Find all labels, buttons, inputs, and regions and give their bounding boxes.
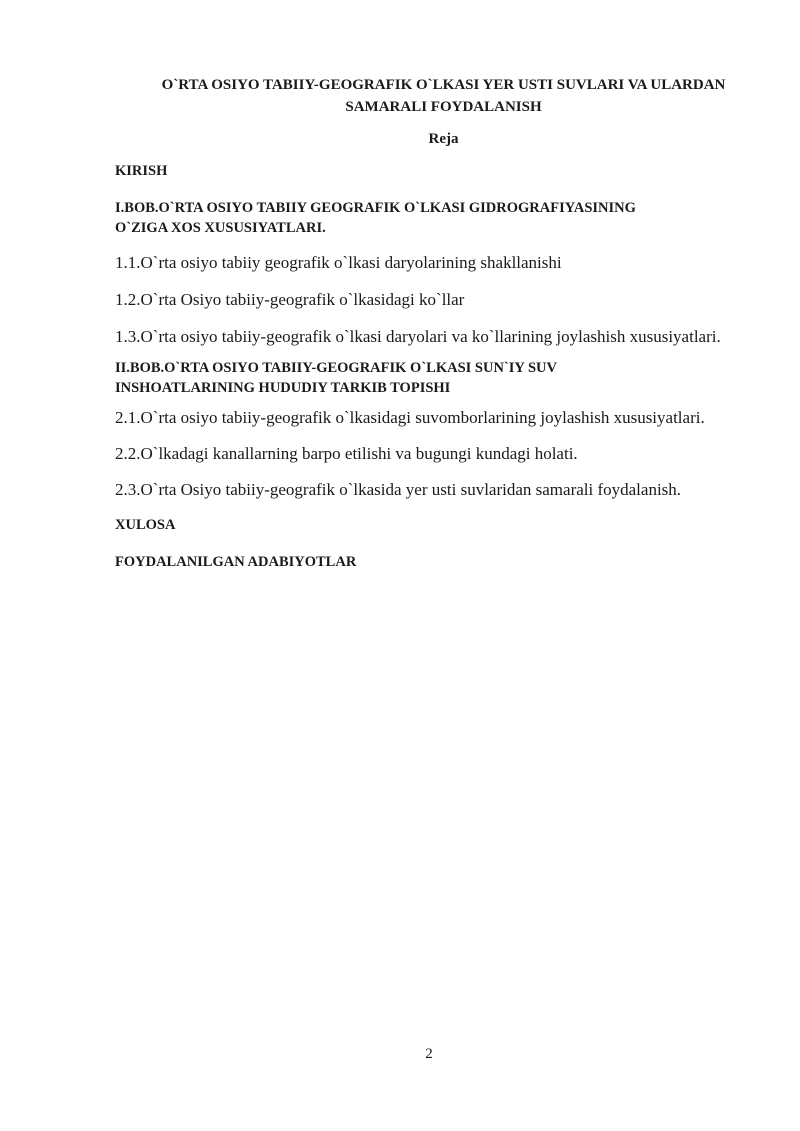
document-title-line-1: O`RTA OSIYO TABIIY-GEOGRAFIK O`LKASI YER USTI SUVLARI VA ULARDAN (161, 77, 726, 93)
toc-item-1-2: 1.2.O`rta Osiyo tabiiy-geografik o`lkasidagi ko`llar (115, 290, 465, 309)
chapter-2-heading (115, 358, 742, 398)
conclusion-heading: XULOSA (115, 517, 176, 533)
toc-item-1-1: 1.1.O`rta osiyo tabiiy geografik o`lkasi daryolarining shakllanishi (115, 253, 562, 272)
references-heading: FOYDALANILGAN ADABIYOTLAR (115, 554, 357, 570)
document-title (115, 74, 742, 118)
plan-label: Reja (428, 131, 459, 147)
toc-item-1-3: 1.3.O`rta osiyo tabiiy-geografik o`lkasi daryolari va ko`llarining joylashish xususiyatlari. (115, 327, 721, 346)
toc-item-2-1: 2.1.O`rta osiyo tabiiy-geografik o`lkasidagi suvomborlarining joylashish xususiyatlari. (115, 408, 705, 427)
toc-item-2-2: 2.2.O`lkadagi kanallarning barpo etilishi va bugungi kundagi holati. (115, 444, 578, 463)
chapter-2-heading-line-1: II.BOB.O`RTA OSIYO TABIIY-GEOGRAFIK O`LKASI SUN`IY SUV (115, 360, 557, 376)
chapter-1-heading-line-1: I.BOB.O`RTA OSIYO TABIIY GEOGRAFIK O`LKASI GIDROGRAFIYASINING (115, 200, 636, 216)
page-number: 2 (425, 1046, 433, 1062)
chapter-2-heading-line-2: INSHOATLARINING HUDUDIY TARKIB TOPISHI (115, 380, 451, 396)
chapter-1-heading (115, 198, 742, 238)
toc-item-2-3: 2.3.O`rta Osiyo tabiiy-geografik o`lkasida yer usti suvlaridan samarali foydalanish. (115, 480, 682, 499)
intro-heading: KIRISH (115, 163, 168, 179)
chapter-1-heading-line-2: O`ZIGA XOS XUSUSIYATLARI. (115, 220, 326, 236)
document-title-line-2: SAMARALI FOYDALANISH (345, 99, 542, 115)
